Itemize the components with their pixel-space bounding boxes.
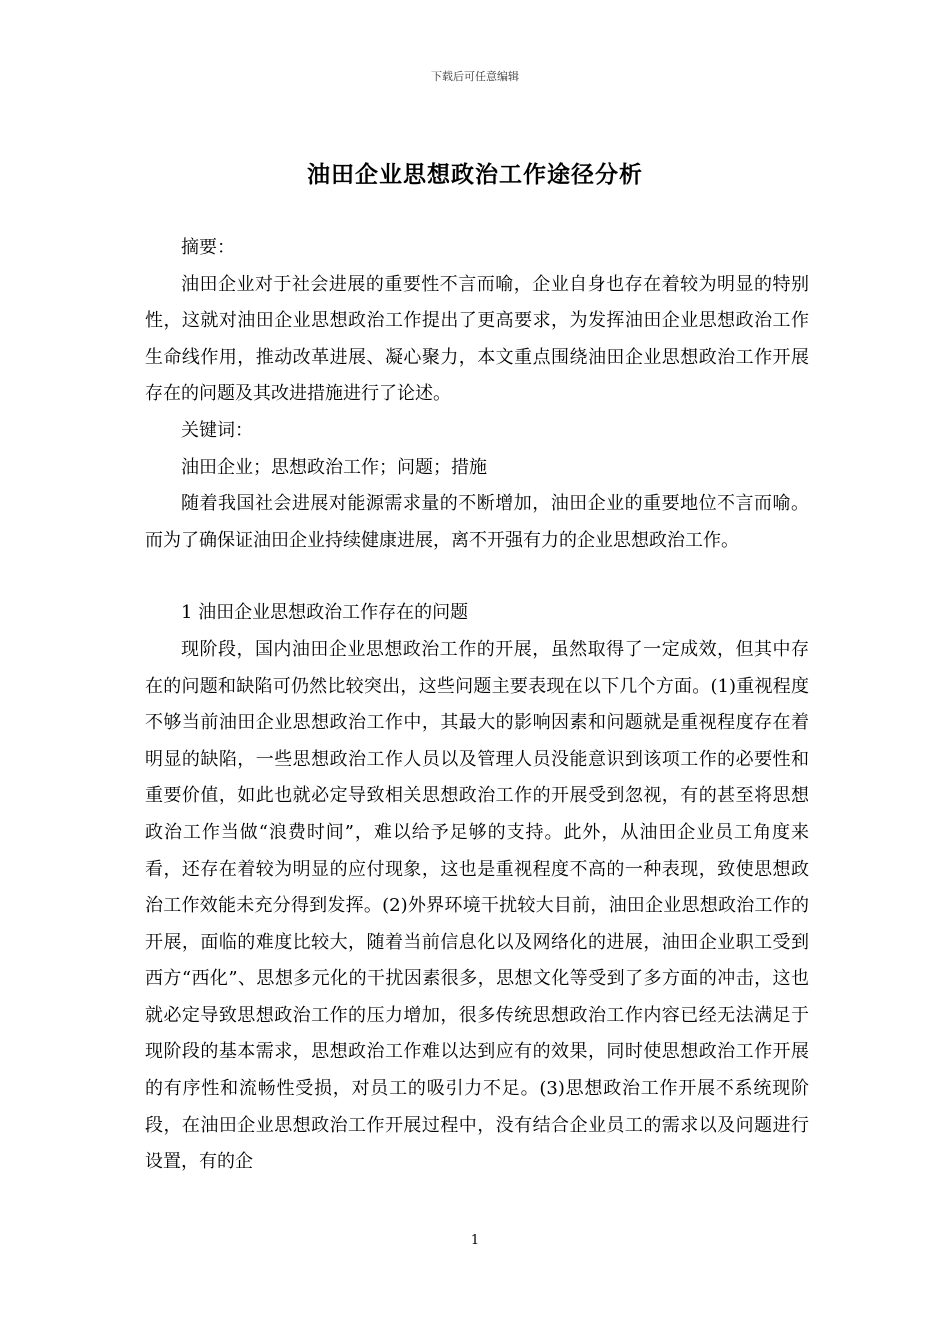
section-heading: 1 油田企业思想政治工作存在的问题 <box>181 602 469 624</box>
header-note: 下载后可任意编辑 <box>431 70 519 83</box>
page-number: 1 <box>470 1233 480 1248</box>
intro-paragraph: 随着我国社会进展对能源需求量的不断增加，油田企业的重要地位不言而喻。而为了确保证油田企业持续健康进展，离不开强有力的企业思想政治工作。 <box>145 493 809 551</box>
section-paragraph: 现阶段，国内油田企业思想政治工作的开展，虽然取得了一定成效，但其中存在的问题和缺陷可仍然比较突出，这些问题主要表现在以下几个方面。(1)重视程度不够当前油田企业思想政治工作中，其最大的影响因素和问题就是重视程度存在着明显的缺陷，一些思想政治工作人员以及管理人员没能意识到该项工作的必要性和重要价值，如此也就必定导致相关思想政治工作的开展受到忽视，有的甚至将思想政治工作当做“浪费时间”，难以给予足够的支持。此外，从油田企业员工角度来看，还存在着较为明显的应付现象，这也是重视程度不高的一种表现，致使思想政治工作效能未充分得到发挥。(2)外界环境干扰较大目前，油田企业思想政治工作的开展，面临的难度比较大，随着当前信息化以及网络化的进展，油田企业职工受到西方“西化”、思想多元化的干扰因素很多，思想文化等受到了多方面的冲击，这也就必定导致思想政治工作的压力增加，很多传统思想政治工作内容已经无法满足于现阶段的基本需求，思想政治工作难以达到应有的效果，同时使思想政治工作开展的有序性和流畅性受损，对员工的吸引力不足。(3)思想政治工作开展不系统现阶段，在油田企业思想政治工作开展过程中，没有结合企业员工的需求以及问题进行设置，有的企 <box>145 638 809 1173</box>
document-body <box>145 230 809 1181</box>
abstract-label: 摘要： <box>181 237 235 258</box>
keywords-label: 关键词： <box>181 419 253 441</box>
document-title: 油田企业思想政治工作途径分析 <box>307 161 643 188</box>
abstract-paragraph: 油田企业对于社会进展的重要性不言而喻，企业自身也存在着较为明显的特别性，这就对油田企业思想政治工作提出了更高要求，为发挥油田企业思想政治工作生命线作用，推动改革进展、凝心聚力，本文重点围绕油田企业思想政治工作开展存在的问题及其改进措施进行了论述。 <box>145 273 809 405</box>
keywords-paragraph: 油田企业；思想政治工作；问题；措施 <box>181 456 487 478</box>
